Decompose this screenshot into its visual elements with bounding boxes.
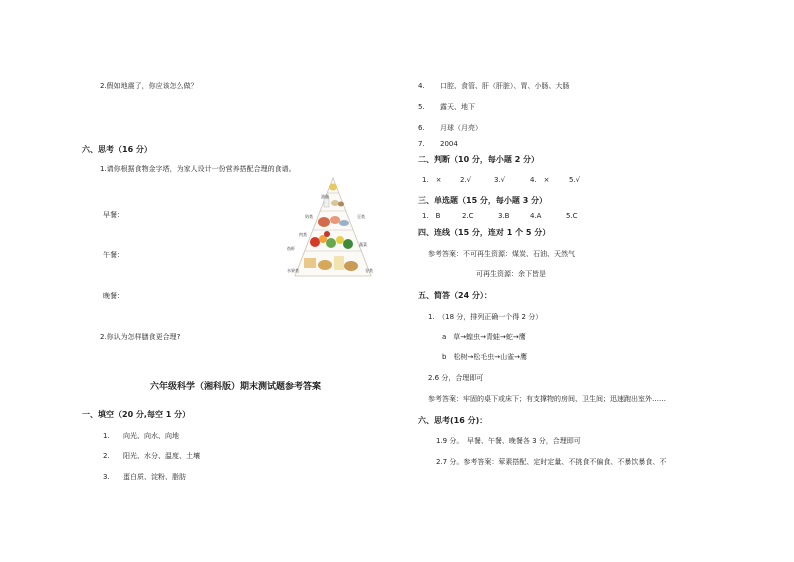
fill-answer-num: 2. xyxy=(103,452,110,460)
fill-blank-title: 一、填空（20 分,每空 1 分） xyxy=(82,410,191,419)
judge-answer: 2.√ xyxy=(460,176,472,184)
pyramid-label-fruit: 水果类 xyxy=(287,268,299,273)
food-chain-b: b 松树→松毛虫→山雀→鹰 xyxy=(442,353,528,361)
think-answer-1: 1.9 分。 早餐、午餐、晚餐各 3 分，合理即可 xyxy=(436,437,581,445)
question-earthquake: 2.假如地震了，你应该怎么做？ xyxy=(100,82,198,90)
think-answer-2: 2.7 分。参考答案：荤素搭配、定时定量、不挑食不偏食、不暴饮暴食、不 xyxy=(436,458,667,466)
fill-answer-num: 5. xyxy=(418,103,425,111)
pyramid-label-vegetable: 蔬菜 xyxy=(359,242,367,247)
choice-answer: 1. B xyxy=(422,212,441,220)
dinner-label: 晚餐： xyxy=(103,292,124,300)
judge-title: 二、判断（10 分，每小题 2 分） xyxy=(418,155,540,164)
fill-answer-num: 3. xyxy=(103,473,110,481)
judge-answer: 3.√ xyxy=(494,176,506,184)
question-diet: 2.你认为怎样膳食更合理? xyxy=(100,333,181,341)
judge-answer: 5.√ xyxy=(569,176,581,184)
essay-question-1: 1. （18 分，排列正确一个得 2 分） xyxy=(428,313,543,321)
fill-answer-text: 2004 xyxy=(440,140,458,148)
choice-answer: 3.B xyxy=(498,212,510,220)
fill-answer-text: 露天、地下 xyxy=(440,103,475,111)
fill-answer-text: 向光、向水、向地 xyxy=(123,432,179,440)
pyramid-label-milk: 奶类 xyxy=(305,214,313,219)
fill-answer-text: 蛋白质、淀粉、脂肪 xyxy=(123,473,186,481)
fill-answer-text: 月球（月亮） xyxy=(440,124,482,132)
question-food-pyramid: 1.请你根据食物金字塔，为家人设计一份营养搭配合理的食谱。 xyxy=(100,165,296,173)
section-think-title: 六、思考（16 分） xyxy=(82,145,152,154)
think-answer-title: 六、思考(16 分)： xyxy=(418,416,488,425)
pyramid-label-meat: 肉类 xyxy=(299,232,307,237)
essay-title: 五、简答（24 分）： xyxy=(418,291,492,300)
link-answer-nonrenewable: 参考答案：不可再生资源：煤炭、石油、天然气 xyxy=(428,250,575,258)
essay-reference: 参考答案：牢固的桌下或床下；有支撑物的房间、卫生间；迅速跑出室外…… xyxy=(428,395,666,403)
pyramid-label-beans: 豆类 xyxy=(357,214,365,219)
essay-question-2: 2.6 分，合理即可 xyxy=(428,374,484,382)
pyramid-label-grain: 谷类 xyxy=(365,268,373,273)
choice-title: 三、单选题（15 分，每小题 3 分） xyxy=(418,196,548,205)
fill-answer-num: 4. xyxy=(418,82,425,90)
breakfast-label: 早餐： xyxy=(103,211,124,219)
fill-answer-num: 1. xyxy=(103,432,110,440)
fill-answer-num: 6. xyxy=(418,124,425,132)
choice-answer: 5.C xyxy=(566,212,578,220)
lunch-label: 午餐： xyxy=(103,251,124,259)
food-chain-a: a 草→蝗虫→青蛙→蛇→鹰 xyxy=(442,333,526,341)
fill-answer-text: 口腔、食管、肝（肝脏）、胃、小肠、大肠 xyxy=(440,82,570,90)
fill-answer-text: 阳光、水分、温度、土壤 xyxy=(123,452,200,460)
judge-answer: 1. × xyxy=(422,176,442,184)
choice-answer: 4.A xyxy=(530,212,542,220)
link-title: 四、连线（15 分，连对 1 个 5 分） xyxy=(418,228,551,237)
judge-answer: 4. × xyxy=(530,176,550,184)
choice-answer: 2.C xyxy=(462,212,474,220)
link-answer-renewable: 可再生资源：余下皆是 xyxy=(476,270,546,278)
food-pyramid-image xyxy=(287,176,379,284)
pyramid-label-oil: 油脂 xyxy=(321,194,329,199)
answer-key-title: 六年级科学（湘科版）期末测试题参考答案 xyxy=(150,382,322,392)
pyramid-label-fish: 鱼虾 xyxy=(287,246,295,251)
fill-answer-num: 7. xyxy=(418,140,425,148)
